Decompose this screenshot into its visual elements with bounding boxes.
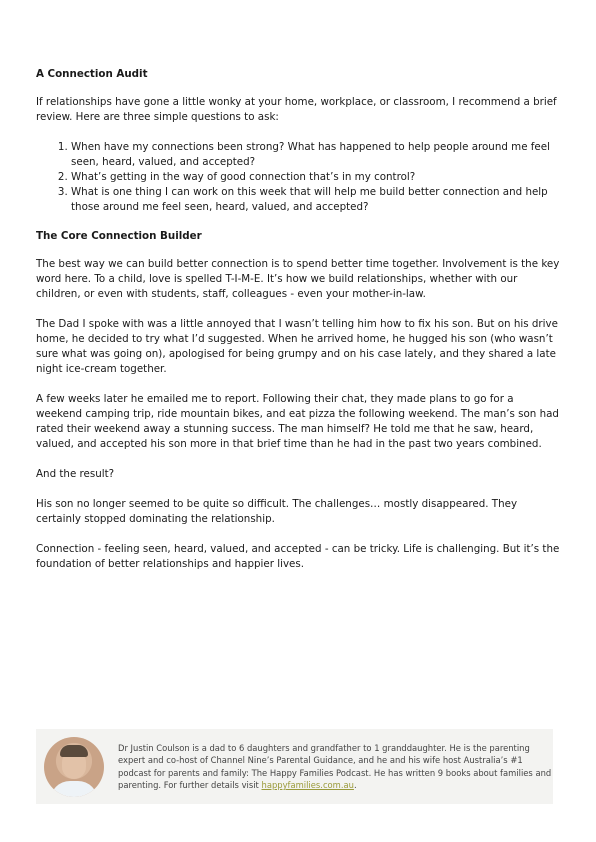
author-bio-box xyxy=(36,729,553,804)
list-item: 2. What’s getting in the way of good connection that’s in my control? xyxy=(71,170,561,185)
body-paragraph: The best way we can build better connection is to spend better time together. Involvement is the key word here. To a child, love is spelled T-I-M-E. It’s how we build relationships, whether with our children, or even with students, staff, colleagues - even your mother-in-law. xyxy=(36,258,560,300)
list-item: 3. What is one thing I can work on this week that will help me build better connection and help those around me feel seen, heard, valued, and accepted? xyxy=(71,185,561,215)
list-item: 1. When have my connections been strong? What has happened to help people around me feel seen, heard, valued, and accepted? xyxy=(71,140,561,170)
body-paragraph: Connection - feeling seen, heard, valued, and accepted - can be tricky. Life is challenging. But it’s the foundation of better relationships and happier lives. xyxy=(36,543,560,570)
website-link[interactable]: happyfamilies.com.au xyxy=(261,780,354,790)
article-body xyxy=(36,67,561,587)
author-bio-text xyxy=(118,742,553,792)
body-paragraph: And the result? xyxy=(36,468,115,480)
body-paragraph: The Dad I spoke with was a little annoyed that I wasn’t telling him how to fix his son. But on his drive home, he decided to try what I’d suggested. When he arrived home, he hugged his son (who wasn’t sure what was going on), apologised for being grumpy and on his case lately, and they shared a late night ice-cream together. xyxy=(36,318,558,375)
body-paragraph: A few weeks later he emailed me to report. Following their chat, they made plans to go for a weekend camping trip, ride mountain bikes, and eat pizza the following weekend. The man’s son had rated their weekend away a stunning success. The man himself? He told me that he saw, heard, valued, and accepted his son more in that brief time than he had in the past two years combined. xyxy=(36,393,559,450)
question-list xyxy=(36,140,561,215)
author-avatar xyxy=(44,737,104,797)
bio-suffix: . xyxy=(353,780,357,790)
intro-paragraph: If relationships have gone a little wonky at your home, workplace, or classroom, I recommend a brief review. Here are three simple questions to ask: xyxy=(36,96,557,123)
section-heading-connection-audit: A Connection Audit xyxy=(36,68,148,80)
bio-description: Dr Justin Coulson is a dad to 6 daughters and grandfather to 1 granddaughter. He is the parenting expert and co-host of Channel Nine’s Parental Guidance, and he and his wife host Australia’s #1 podcast for parents and family: The Happy Families Podcast. He has written 9 books about families and parenting. For further details visit xyxy=(118,742,552,790)
body-paragraph: His son no longer seemed to be quite so difficult. The challenges… mostly disappeared. They certainly stopped dominating the relationship. xyxy=(36,498,518,525)
section-heading-core-connection-builder: The Core Connection Builder xyxy=(36,230,202,242)
